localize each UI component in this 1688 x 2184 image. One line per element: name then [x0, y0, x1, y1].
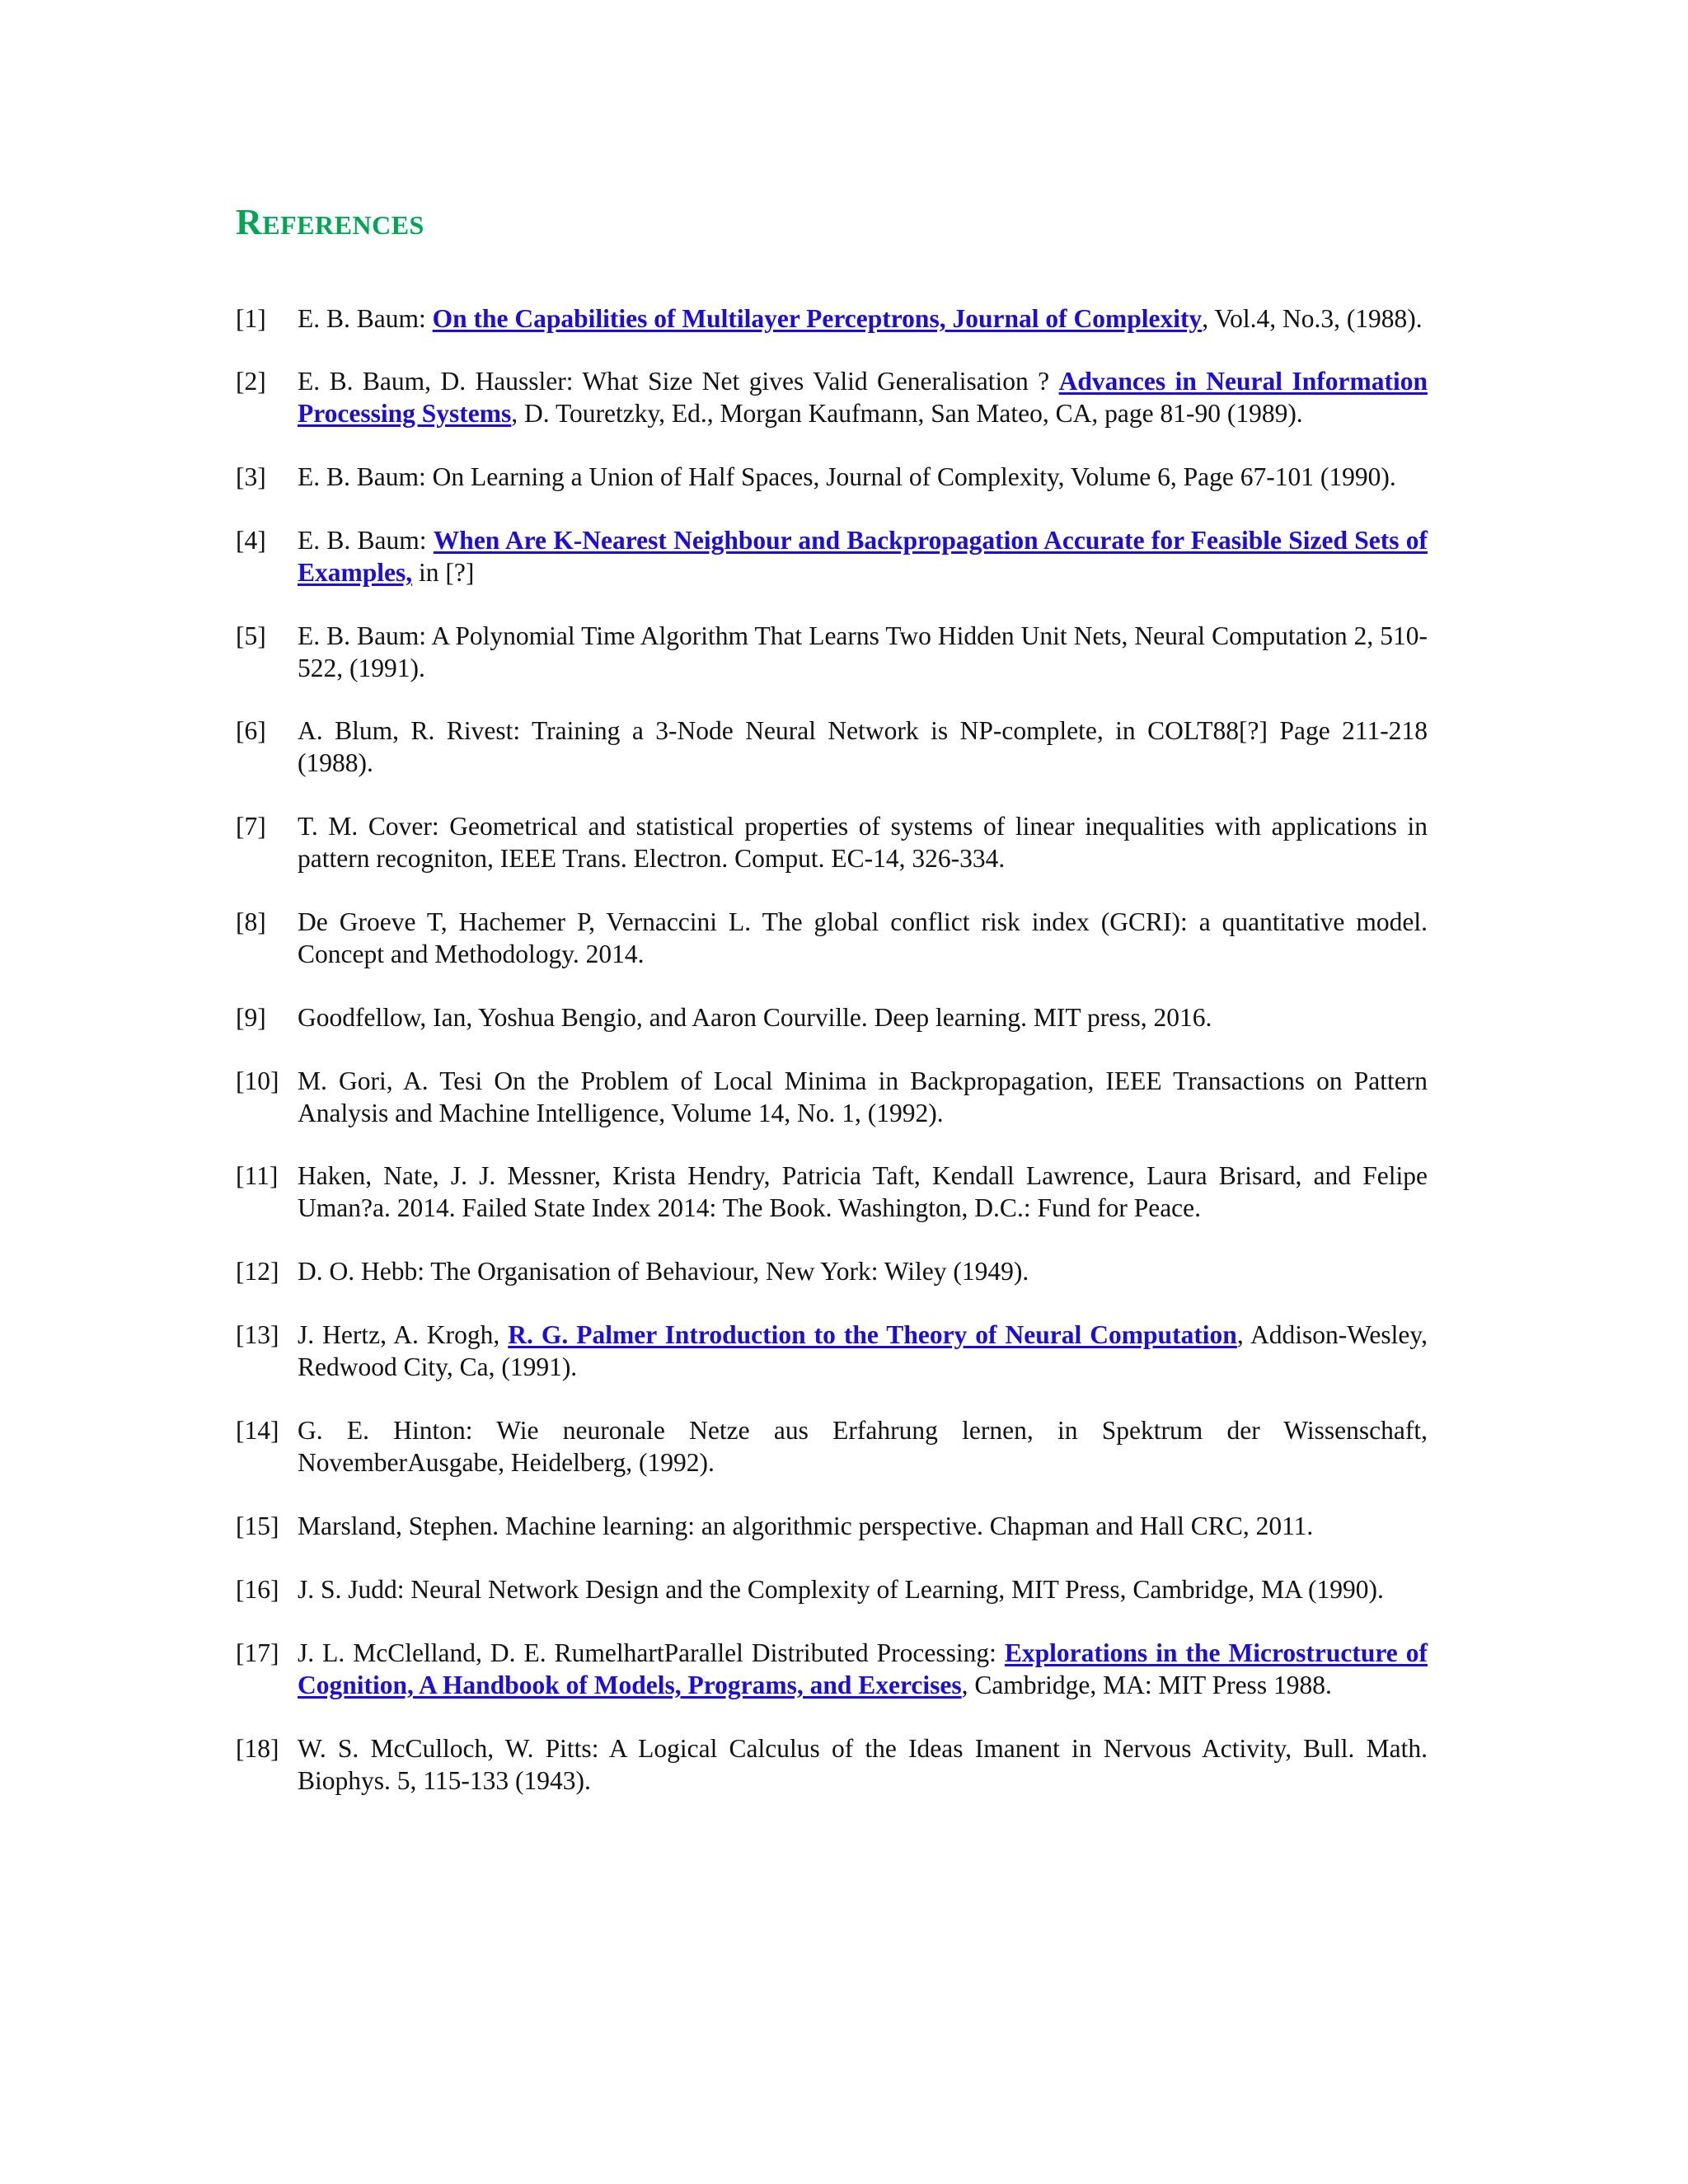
reference-item: [236, 1001, 1428, 1033]
reference-link[interactable]: R. G. Palmer Introduction to the Theory of Neural Computation: [508, 1320, 1237, 1349]
reference-text: De Groeve T, Hachemer P, Vernaccini L. The global conflict risk index (GCRI): a quantitative model. Concept and Methodology. 2014.: [298, 907, 1428, 968]
reference-number: [15]: [236, 1511, 279, 1540]
reference-text: Haken, Nate, J. J. Messner, Krista Hendry, Patricia Taft, Kendall Lawrence, Laura Brisard, and Felipe Uman?a. 2014. Failed State Index 2014: The Book. Washington, D.C.: Fund for Peace.: [298, 1161, 1428, 1222]
reference-text: Marsland, Stephen. Machine learning: an algorithmic perspective. Chapman and Hall CRC, 2011.: [298, 1511, 1314, 1540]
reference-number: [4]: [236, 526, 266, 555]
reference-text-tail: , Cambridge, MA: MIT Press 1988.: [961, 1671, 1332, 1699]
reference-number: [2]: [236, 367, 266, 396]
reference-item: [236, 1065, 1428, 1129]
reference-text: Goodfellow, Ian, Yoshua Bengio, and Aaron Courville. Deep learning. MIT press, 2016.: [298, 1003, 1212, 1032]
reference-item: [236, 810, 1428, 874]
reference-number: [9]: [236, 1003, 266, 1032]
reference-text: E. B. Baum: On Learning a Union of Half Spaces, Journal of Complexity, Volume 6, Page 67-101 (1990).: [298, 462, 1396, 491]
reference-text: J. L. McClelland, D. E. RumelhartParallel Distributed Processing:: [298, 1638, 1005, 1667]
reference-number: [7]: [236, 812, 266, 841]
reference-item: [236, 715, 1428, 779]
reference-item: [236, 1414, 1428, 1479]
reference-item: [236, 365, 1428, 429]
reference-number: [14]: [236, 1416, 279, 1445]
reference-item: [236, 524, 1428, 588]
reference-number: [8]: [236, 907, 266, 936]
reference-text: W. S. McCulloch, W. Pitts: A Logical Calculus of the Ideas Imanent in Nervous Activity, Bull. Math. Biophys. 5, 115-133 (1943).: [298, 1734, 1428, 1795]
reference-number: [6]: [236, 716, 266, 745]
reference-number: [11]: [236, 1161, 279, 1190]
reference-link[interactable]: On the Capabilities of Multilayer Perceptrons, Journal of Complexity: [432, 304, 1203, 333]
reference-text: J. S. Judd: Neural Network Design and the Complexity of Learning, MIT Press, Cambridge, MA (1990).: [298, 1575, 1384, 1604]
reference-text-tail: , D. Touretzky, Ed., Morgan Kaufmann, San Mateo, CA, page 81-90 (1989).: [511, 399, 1303, 428]
heading-initial: R: [236, 202, 263, 242]
references-heading: [236, 201, 424, 243]
reference-item: [236, 620, 1428, 684]
reference-number: [3]: [236, 462, 266, 491]
reference-text: E. B. Baum: A Polynomial Time Algorithm That Learns Two Hidden Unit Nets, Neural Computation 2, 510-522, (1991).: [298, 621, 1428, 682]
reference-item: [236, 1573, 1428, 1605]
reference-text: E. B. Baum:: [298, 526, 434, 555]
reference-link[interactable]: Explorations in the Microstructure of Cognition, A Handbook of Models, Programs, and Exercises: [298, 1638, 1428, 1699]
reference-text: J. Hertz, A. Krogh,: [298, 1320, 509, 1349]
reference-text: G. E. Hinton: Wie neuronale Netze aus Erfahrung lernen, in Spektrum der Wissenschaft, NovemberAusgabe, Heidelberg, (1992).: [298, 1416, 1428, 1477]
reference-number: [16]: [236, 1575, 279, 1604]
reference-link[interactable]: When Are K-Nearest Neighbour and Backpropagation Accurate for Feasible Sized Sets of Examples,: [298, 526, 1428, 587]
reference-text: E. B. Baum, D. Haussler: What Size Net gives Valid Generalisation ?: [298, 367, 1059, 396]
reference-item: [236, 1732, 1428, 1797]
reference-text-tail: in [?]: [412, 558, 475, 587]
reference-text-tail: , Vol.4, No.3, (1988).: [1202, 304, 1423, 333]
reference-number: [12]: [236, 1257, 279, 1286]
reference-text: A. Blum, R. Rivest: Training a 3-Node Neural Network is NP-complete, in COLT88[?] Page 211-218 (1988).: [298, 716, 1428, 777]
reference-text: M. Gori, A. Tesi On the Problem of Local Minima in Backpropagation, IEEE Transactions on Pattern Analysis and Machine Intelligence, Volume 14, No. 1, (1992).: [298, 1066, 1428, 1127]
reference-item: [236, 906, 1428, 970]
reference-text: D. O. Hebb: The Organisation of Behaviour, New York: Wiley (1949).: [298, 1257, 1029, 1286]
reference-item: [236, 1255, 1428, 1287]
reference-number: [5]: [236, 621, 266, 650]
reference-item: [236, 1319, 1428, 1383]
reference-number: [1]: [236, 304, 266, 333]
reference-text: E. B. Baum:: [298, 304, 433, 333]
reference-number: [18]: [236, 1734, 279, 1763]
reference-number: [17]: [236, 1638, 279, 1667]
reference-item: [236, 1160, 1428, 1224]
reference-number: [10]: [236, 1066, 279, 1095]
reference-text-tail: , Addison-Wesley, Redwood City, Ca, (1991).: [298, 1320, 1428, 1381]
reference-number: [13]: [236, 1320, 279, 1349]
reference-list: [236, 302, 1428, 1797]
reference-item: [236, 302, 1428, 335]
reference-text: T. M. Cover: Geometrical and statistical properties of systems of linear inequalities with applications in pattern recogniton, IEEE Trans. Electron. Comput. EC-14, 326-334.: [298, 812, 1428, 873]
reference-link[interactable]: Advances in Neural Information Processing Systems: [298, 367, 1428, 428]
reference-item: [236, 1510, 1428, 1542]
reference-item: [236, 1637, 1428, 1701]
reference-item: [236, 461, 1428, 493]
heading-rest: EFERENCES: [262, 210, 424, 240]
